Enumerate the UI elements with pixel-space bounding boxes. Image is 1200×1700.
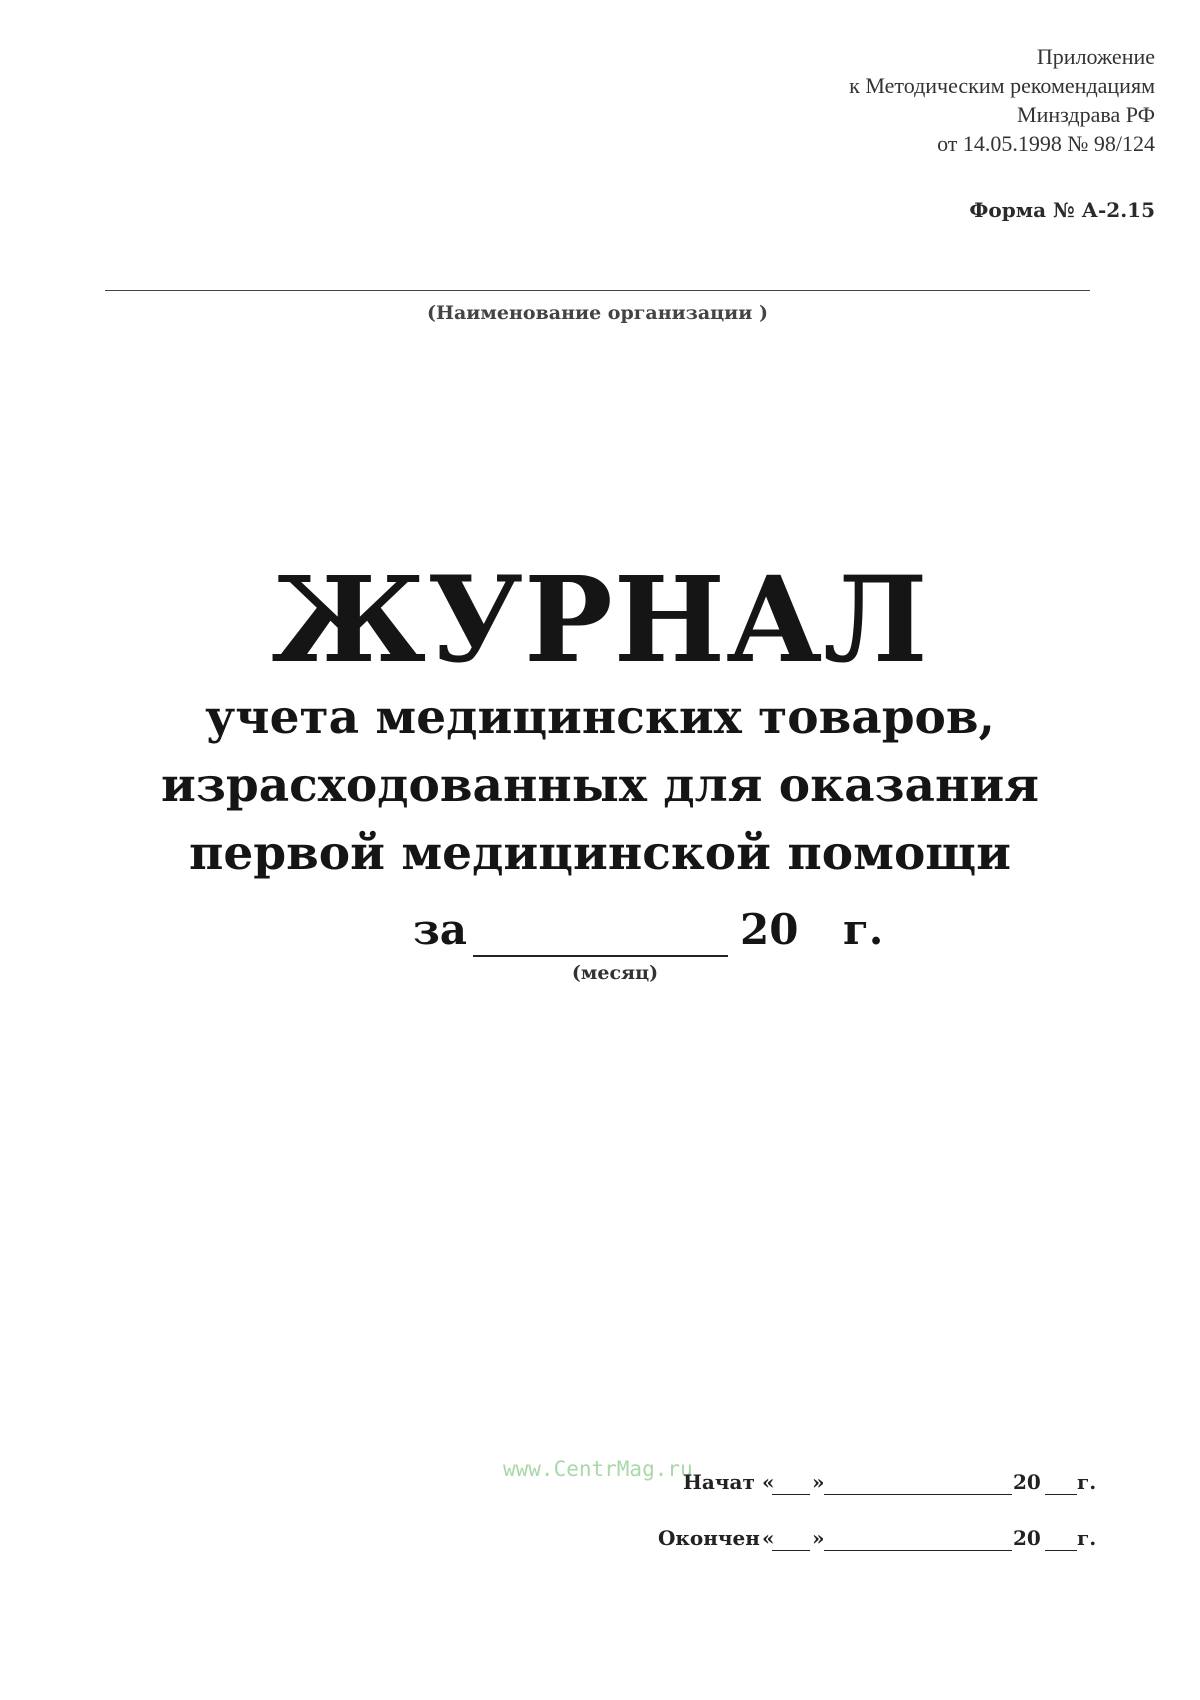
ended-month-blank[interactable]	[824, 1550, 1012, 1551]
subtitle-line-2: израсходованных для оказания	[161, 758, 1039, 813]
month-blank-field[interactable]	[473, 955, 728, 957]
ended-date-row	[0, 1526, 1200, 1558]
period-prefix: за	[413, 905, 468, 954]
period-year: 20	[740, 905, 799, 954]
ended-year-prefix: 20	[1013, 1526, 1041, 1550]
ended-year-suffix: г.	[1077, 1526, 1097, 1550]
appendix-line-3: Минздрава РФ	[1017, 102, 1155, 127]
period-line	[0, 905, 1200, 965]
started-year-prefix: 20	[1013, 1470, 1041, 1494]
open-quote: «	[762, 1526, 775, 1550]
month-caption: (месяц)	[571, 962, 659, 984]
started-month-blank[interactable]	[824, 1494, 1012, 1495]
subtitle-line-1: учета медицинских товаров,	[205, 690, 995, 745]
started-year-blank[interactable]	[1045, 1494, 1077, 1495]
ended-day-blank[interactable]	[772, 1550, 810, 1551]
ended-label: Окончен	[658, 1526, 760, 1550]
appendix-line-2: к Методическим рекомендациям	[849, 73, 1155, 98]
ended-year-blank[interactable]	[1045, 1550, 1077, 1551]
started-day-blank[interactable]	[772, 1494, 810, 1495]
period-year-suffix: г.	[843, 905, 884, 954]
journal-title: ЖУРНАЛ	[271, 550, 929, 689]
appendix-reference	[595, 42, 1155, 158]
close-quote: »	[812, 1526, 825, 1550]
journal-subtitle	[0, 684, 1200, 888]
form-number: Форма № А-2.15	[969, 198, 1155, 222]
subtitle-line-3: первой медицинской помощи	[188, 826, 1012, 881]
appendix-line-4: от 14.05.1998 № 98/124	[937, 131, 1155, 156]
started-label: Начат	[683, 1470, 755, 1494]
appendix-line-1: Приложение	[1036, 44, 1155, 69]
open-quote: «	[762, 1470, 775, 1494]
started-date-row	[0, 1470, 1200, 1502]
organization-name-field[interactable]	[105, 290, 1090, 291]
started-year-suffix: г.	[1077, 1470, 1097, 1494]
organization-name-caption: (Наименование организации )	[427, 302, 768, 324]
close-quote: »	[812, 1470, 825, 1494]
watermark: www.CentrMag.ru	[503, 1457, 693, 1481]
